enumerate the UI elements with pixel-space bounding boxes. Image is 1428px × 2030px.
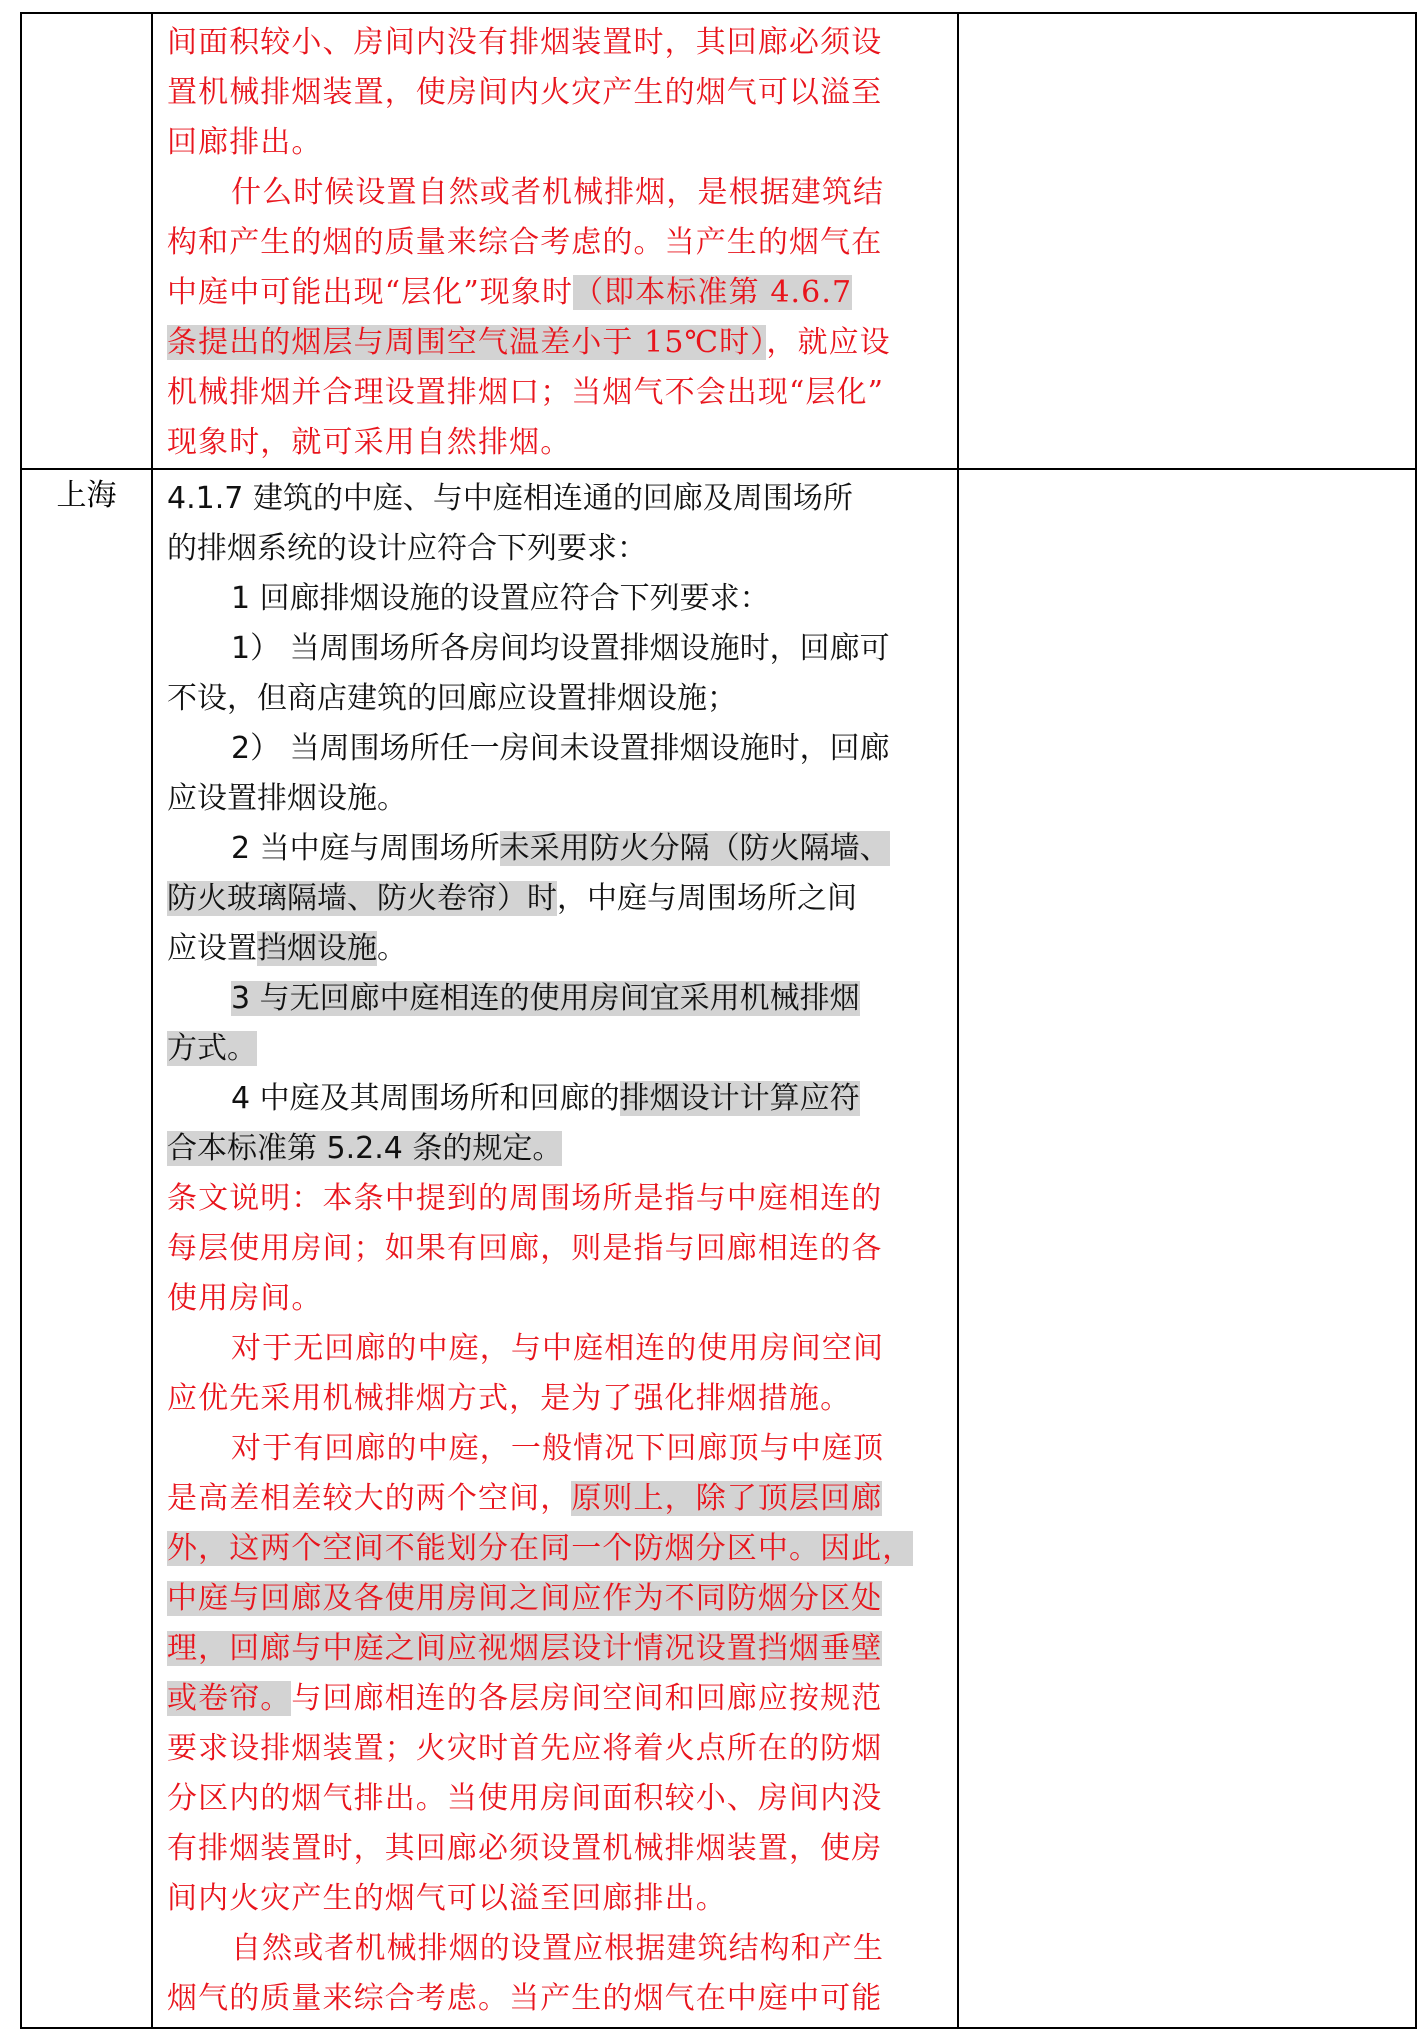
text-segment: 有排烟装置时，其回廊必须设置机械排烟装置，使房 <box>167 1831 883 1866</box>
text-segment: 什么时候设置自然或者机械排烟，是根据建筑结 <box>231 175 885 210</box>
text-line <box>167 1524 943 1574</box>
text-segment: 2 当中庭与周围场所 <box>231 831 500 866</box>
text-segment: 回廊排出。 <box>167 125 323 160</box>
explanation-text-top <box>153 14 957 468</box>
text-segment: 机械排烟并合理设置排烟口；当烟气不会出现“层化” <box>167 375 885 410</box>
text-segment: 1 回廊排烟设施的设置应符合下列要求： <box>231 581 770 616</box>
text-segment: 中庭与回廊及各使用房间之间应作为不同防烟分区处 <box>167 1581 883 1616</box>
text-segment: 是高差相差较大的两个空间， <box>167 1481 572 1516</box>
text-segment: 构和产生的烟的质量来综合考虑的。当产生的烟气在 <box>167 225 883 260</box>
text-line <box>167 674 943 724</box>
text-line <box>167 168 943 218</box>
text-segment: 置机械排烟装置，使房间内火灾产生的烟气可以溢至 <box>167 75 883 110</box>
text-segment: 或卷帘。 <box>167 1681 292 1716</box>
text-line <box>167 1274 943 1324</box>
text-line <box>167 1574 943 1624</box>
text-segment: 对于无回廊的中庭，与中庭相连的使用房间空间 <box>231 1331 885 1366</box>
text-segment: 条文说明：本条中提到的周围场所是指与中庭相连的 <box>167 1181 883 1216</box>
text-segment: 未采用防火分隔（防火隔墙、 <box>499 831 890 866</box>
text-line <box>167 1124 943 1174</box>
text-segment: 不设，但商店建筑的回廊应设置排烟设施； <box>167 681 737 716</box>
text-line <box>167 268 943 318</box>
text-segment: 使用房间。 <box>167 1281 323 1316</box>
text-segment: 自然或者机械排烟的设置应根据建筑结构和产生 <box>231 1931 885 1966</box>
text-segment: 外，这两个空间不能划分在同一个防烟分区中。因此， <box>167 1531 914 1566</box>
text-line <box>167 724 943 774</box>
text-segment: 条提出的烟层与周围空气温差小于 15℃时） <box>167 325 767 360</box>
text-line <box>167 1224 943 1274</box>
text-segment: 中庭中可能出现“层化”现象时 <box>167 275 574 310</box>
text-line <box>167 418 943 468</box>
text-segment: 对于有回廊的中庭，一般情况下回廊顶与中庭顶 <box>231 1431 885 1466</box>
text-segment: 挡烟设施 <box>257 931 377 966</box>
text-line <box>167 1074 943 1124</box>
text-line <box>167 18 943 68</box>
text-segment: 4.1.7 建筑的中庭、与中庭相连通的回廊及周围场所 <box>167 481 853 516</box>
text-line <box>167 1374 943 1424</box>
text-segment: ，就应设 <box>766 325 891 360</box>
text-line <box>167 1174 943 1224</box>
table-row <box>21 469 1416 2028</box>
text-segment: 原则上，除了顶层回廊 <box>571 1481 883 1516</box>
text-line <box>167 1874 943 1924</box>
text-segment: （即本标准第 4.6.7 <box>573 275 853 310</box>
text-segment: 间面积较小、房间内没有排烟装置时，其回廊必须设 <box>167 25 883 60</box>
remark-cell-top <box>958 13 1416 469</box>
text-line <box>167 1324 943 1374</box>
text-segment: 防火玻璃隔墙、防火卷帘）时 <box>167 881 557 916</box>
text-segment: 排烟设计计算应符 <box>619 1081 860 1116</box>
standard-text-main <box>153 470 957 2024</box>
text-segment: 1） 当周围场所各房间均设置排烟设施时，回廊可 <box>231 631 890 666</box>
text-segment: 理，回廊与中庭之间应视烟层设计情况设置挡烟垂壁 <box>167 1631 883 1666</box>
text-line <box>167 524 943 574</box>
text-segment: 分区内的烟气排出。当使用房间面积较小、房间内没 <box>167 1781 883 1816</box>
text-line <box>167 1774 943 1824</box>
text-line <box>167 1724 943 1774</box>
text-segment: 每层使用房间；如果有回廊，则是指与回廊相连的各 <box>167 1231 883 1266</box>
content-cell-top <box>152 13 958 469</box>
text-segment: 合本标准第 5.2.4 条的规定。 <box>167 1131 563 1166</box>
text-segment: 。 <box>377 931 407 966</box>
text-segment: 与回廊相连的各层房间空间和回廊应按规范 <box>291 1681 883 1716</box>
text-segment: 4 中庭及其周围场所和回廊的 <box>231 1081 620 1116</box>
text-line <box>167 874 943 924</box>
text-segment: 3 与无回廊中庭相连的使用房间宜采用机械排烟 <box>231 981 860 1016</box>
text-segment: ，中庭与周围场所之间 <box>557 881 857 916</box>
text-line <box>167 1924 943 1974</box>
text-segment: 2） 当周围场所任一房间未设置排烟设施时，回廊 <box>231 731 890 766</box>
text-line <box>167 624 943 674</box>
text-line <box>167 824 943 874</box>
text-line <box>167 924 943 974</box>
text-line <box>167 1024 943 1074</box>
text-line <box>167 318 943 368</box>
text-line <box>167 1824 943 1874</box>
region-label: 上海 <box>21 469 152 2028</box>
text-segment: 要求设排烟装置；火灾时首先应将着火点所在的防烟 <box>167 1731 883 1766</box>
text-segment: 方式。 <box>167 1031 257 1066</box>
text-line <box>167 1674 943 1724</box>
remark-cell-main <box>958 469 1416 2028</box>
text-line <box>167 218 943 268</box>
text-line <box>167 574 943 624</box>
text-line <box>167 118 943 168</box>
comparison-table <box>20 12 1417 2029</box>
text-line <box>167 774 943 824</box>
text-line <box>167 1424 943 1474</box>
text-line <box>167 1624 943 1674</box>
text-line <box>167 68 943 118</box>
content-cell-main <box>152 469 958 2028</box>
text-segment: 现象时，就可采用自然排烟。 <box>167 425 572 460</box>
text-segment: 应优先采用机械排烟方式，是为了强化排烟措施。 <box>167 1381 852 1416</box>
text-segment: 的排烟系统的设计应符合下列要求： <box>167 531 647 566</box>
text-segment: 烟气的质量来综合考虑。当产生的烟气在中庭中可能 <box>167 1981 883 2016</box>
text-line <box>167 474 943 524</box>
text-segment: 应设置 <box>167 931 257 966</box>
text-line <box>167 1974 943 2024</box>
region-cell-empty <box>21 13 152 469</box>
text-segment: 间内火灾产生的烟气可以溢至回廊排出。 <box>167 1881 727 1916</box>
text-line <box>167 974 943 1024</box>
text-line <box>167 368 943 418</box>
text-segment: 应设置排烟设施。 <box>167 781 407 816</box>
table-row <box>21 13 1416 469</box>
text-line <box>167 1474 943 1524</box>
